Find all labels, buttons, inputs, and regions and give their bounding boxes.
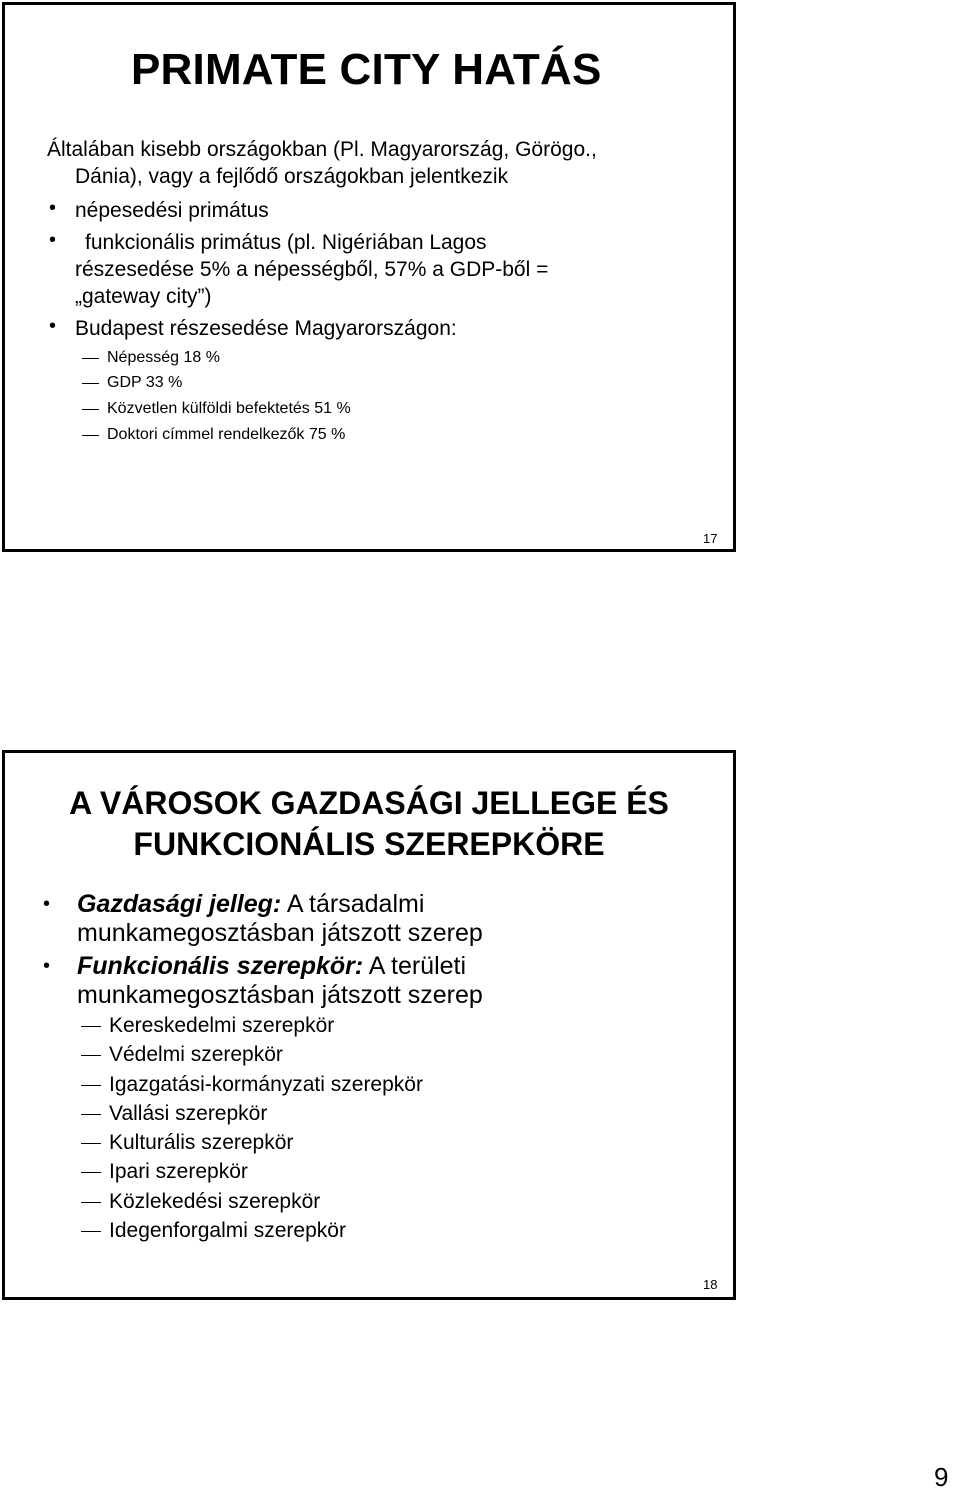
dash-icon	[81, 1055, 101, 1056]
dash-icon	[81, 1085, 101, 1086]
bullet-text: népesedési primátus	[75, 199, 269, 222]
bullet-text-continued: munkamegosztásban játszott szerep	[77, 981, 483, 1009]
slide-number: 17	[703, 531, 718, 546]
title-line-2: FUNKCIONÁLIS SZEREPKÖRE	[133, 826, 605, 862]
dash-icon	[81, 1114, 101, 1115]
bullet-term: Gazdasági jelleg:	[77, 890, 282, 918]
sub-item: Idegenforgalmi szerepkör	[109, 1219, 346, 1242]
sub-item: Kereskedelmi szerepkör	[109, 1014, 335, 1037]
dash-icon	[81, 1172, 101, 1173]
bullet-text-continued: részesedése 5% a népességből, 57% a GDP-ből =	[75, 258, 549, 281]
intro-line-1: Általában kisebb országokban (Pl. Magyarország, Görögo.,	[47, 138, 597, 161]
bullet-term: Funkcionális szerepkör:	[77, 952, 364, 980]
sub-item: Ipari szerepkör	[109, 1160, 248, 1183]
sub-item: Védelmi szerepkör	[109, 1043, 283, 1066]
bullet-definition: A társadalmi	[281, 890, 425, 918]
dash-icon	[82, 409, 99, 410]
bullet-definition: A területi	[363, 952, 467, 980]
bullet-text: Budapest részesedése Magyarországon:	[75, 317, 457, 340]
dash-icon	[81, 1231, 101, 1232]
bullet-icon: •	[49, 229, 57, 251]
bullet-text-continued: „gateway city”)	[75, 285, 212, 308]
sub-item: Népesség 18 %	[107, 349, 220, 366]
dash-icon	[81, 1026, 101, 1027]
sub-item: Doktori címmel rendelkezők 75 %	[107, 426, 346, 443]
bullet-text-continued: munkamegosztásban játszott szerep	[77, 919, 483, 947]
sub-item: Közlekedési szerepkör	[109, 1190, 321, 1213]
slide-number: 18	[703, 1277, 718, 1292]
dash-icon	[82, 383, 99, 384]
title-line-1: A VÁROSOK GAZDASÁGI JELLEGE ÉS	[69, 785, 669, 821]
bullet-text: funkcionális primátus (pl. Nigériában Lagos	[85, 231, 487, 254]
bullet-text	[77, 951, 466, 981]
intro-line-2: Dánia), vagy a fejlődő országokban jelentkezik	[75, 165, 509, 188]
bullet-text	[77, 889, 424, 919]
dash-icon	[82, 435, 99, 436]
sub-item: Kulturális szerepkör	[109, 1131, 294, 1154]
dash-icon	[81, 1143, 101, 1144]
page-number: 9	[934, 1462, 949, 1492]
sub-item: Igazgatási-kormányzati szerepkör	[109, 1073, 423, 1096]
sub-item: Közvetlen külföldi befektetés 51 %	[107, 400, 351, 417]
sub-item: GDP 33 %	[107, 374, 183, 391]
bullet-icon: •	[43, 955, 51, 977]
slide-title: PRIMATE CITY HATÁS	[131, 45, 602, 94]
slide-17	[2, 2, 736, 552]
slide-title	[5, 783, 733, 865]
bullet-icon: •	[49, 197, 57, 219]
dash-icon	[81, 1202, 101, 1203]
dash-icon	[82, 358, 99, 359]
bullet-icon: •	[49, 315, 57, 337]
bullet-icon: •	[43, 893, 51, 915]
sub-item: Vallási szerepkör	[109, 1102, 268, 1125]
slide-18	[2, 750, 736, 1300]
